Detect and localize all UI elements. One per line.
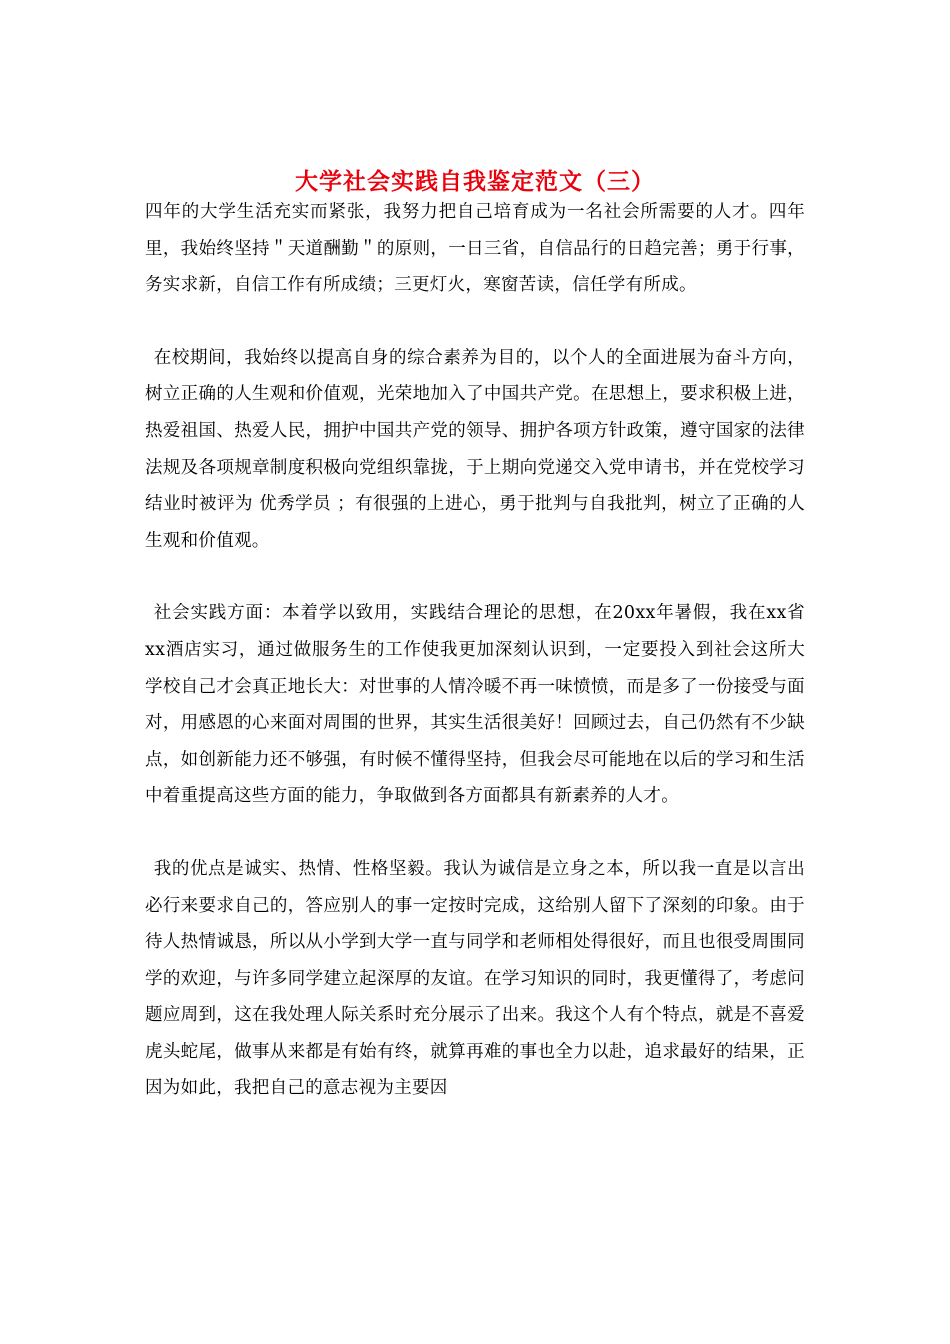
paragraph-social-practice: 社会实践方面：本着学以致用，实践结合理论的思想，在20xx年暑假，我在xx省xx酒店实习，通过做服务生的工作使我更加深刻认识到，一定要投入到社会这所大学校自己才会真正地长大：对世事的人情冷暖不再一味愤愤，而是多了一份接受与面对，用感恩的心来面对周围的世界，其实生活很美好！回顾过去，自己仍然有不少缺点，如创新能力还不够强，有时候不懂得坚持，但我会尽可能地在以后的学习和生活中着重提高这些方面的能力，争取做到各方面都具有新素养的人才。 (145, 603, 805, 807)
paragraph-school-period: 在校期间，我始终以提高自身的综合素养为目的，以个人的全面进展为奋斗方向，树立正确的人生观和价值观，光荣地加入了中国共产党。在思想上，要求积极上进，热爱祖国、热爱人民，拥护中国共产党的领导、拥护各项方针政策，遵守国家的法律法规及各项规章制度积极向党组织靠拢，于上期向党递交入党申请书，并在党校学习结业时被评为 优秀学员 ；有很强的上进心，勇于批判与自我批判，树立了正确的人生观和价值观。 (145, 347, 805, 551)
paragraph-intro: 四年的大学生活充实而紧张，我努力把自己培育成为一名社会所需要的人才。四年里，我始终坚持＂天道酬勤＂的原则，一日三省，自信品行的日趋完善；勇于行事，务实求新，自信工作有所成绩；三更灯火，寒窗苦读，信任学有所成。 (145, 202, 805, 296)
paragraph-strengths: 我的优点是诚实、热情、性格坚毅。我认为诚信是立身之本，所以我一直是以言出必行来要求自己的，答应别人的事一定按时完成，这给别人留下了深刻的印象。由于待人热情诚恳，所以从小学到大学一直与同学和老师相处得很好，而且也很受周围同学的欢迎，与许多同学建立起深厚的友谊。在学习知识的同时，我更懂得了，考虑问题应周到，这在我处理人际关系时充分展示了出来。我这个人有个特点，就是不喜爱虎头蛇尾，做事从来都是有始有终，就算再难的事也全力以赴，追求最好的结果，正因为如此，我把自己的意志视为主要因 (145, 858, 805, 1099)
document-title: 大学社会实践自我鉴定范文（三） (295, 168, 655, 196)
document-body (145, 194, 805, 1107)
